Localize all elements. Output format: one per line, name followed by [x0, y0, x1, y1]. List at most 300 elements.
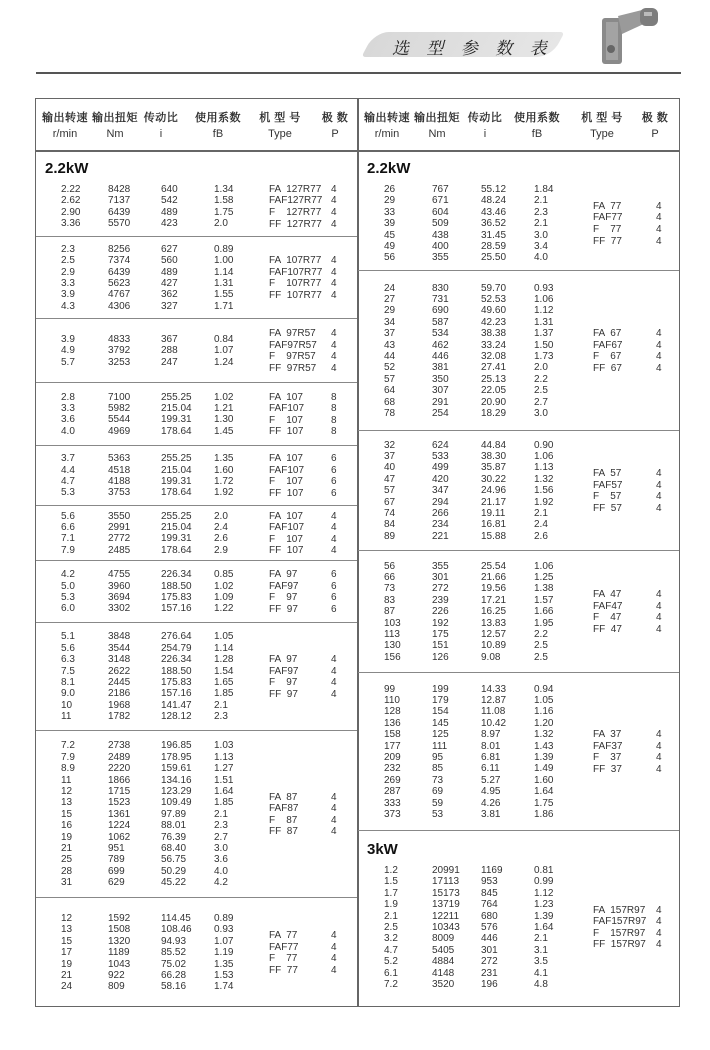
- torque-cell: 294: [432, 496, 449, 508]
- speed-cell: 68: [384, 396, 396, 408]
- ratio-cell: 38.30: [481, 451, 507, 463]
- type-row: [593, 503, 678, 515]
- table-row: [36, 913, 357, 924]
- ratio-cell: 32.08: [481, 350, 507, 362]
- speed-cell: 29: [384, 305, 396, 317]
- torque-cell: 2186: [108, 688, 131, 700]
- service-factor-cell: 1.92: [534, 496, 554, 508]
- type-row: [269, 815, 354, 827]
- type-list: [269, 511, 354, 557]
- speed-cell: 1.5: [384, 876, 398, 888]
- speed-cell: 45: [384, 229, 396, 241]
- type-list: [269, 569, 354, 615]
- table-row: [36, 854, 357, 865]
- type-row: [269, 604, 354, 616]
- speed-cell: 73: [384, 583, 396, 595]
- table-row: [358, 888, 679, 899]
- type-row: [269, 403, 354, 415]
- torque-cell: 234: [432, 519, 449, 531]
- column-header: [188, 110, 248, 142]
- torque-cell: 7100: [108, 391, 131, 403]
- torque-cell: 462: [432, 339, 449, 351]
- pole-count: 4: [331, 522, 337, 534]
- type-row: [269, 488, 354, 500]
- speed-cell: 287: [384, 786, 401, 798]
- pole-count: 6: [331, 603, 337, 615]
- model-type: FAF97R57: [269, 339, 317, 351]
- torque-cell: 20991: [432, 865, 460, 876]
- service-factor-cell: 2.1: [534, 933, 548, 945]
- ratio-cell: 13.83: [481, 617, 507, 629]
- type-row: [593, 491, 678, 503]
- model-type: F 107: [269, 533, 303, 545]
- service-factor-cell: 1.64: [534, 921, 554, 933]
- torque-cell: 1508: [108, 924, 131, 936]
- model-type: FAF97: [269, 580, 299, 592]
- type-row: [269, 569, 354, 581]
- ratio-cell: 14.33: [481, 683, 507, 695]
- ratio-cell: 15.88: [481, 530, 507, 542]
- type-row: [269, 195, 354, 207]
- service-factor-cell: 2.0: [214, 510, 228, 522]
- torque-cell: 499: [432, 462, 449, 474]
- ratio-cell: 226.34: [161, 654, 192, 666]
- torque-cell: 951: [108, 842, 125, 854]
- torque-cell: 126: [432, 651, 449, 663]
- ratio-cell: 215.04: [161, 403, 192, 415]
- service-factor-cell: 0.90: [534, 439, 554, 451]
- table-row: [358, 385, 679, 396]
- pole-count: 4: [656, 763, 662, 775]
- ratio-cell: 20.90: [481, 396, 507, 408]
- table-row: [358, 652, 679, 663]
- speed-cell: 4.7: [384, 944, 398, 956]
- service-factor-cell: 1.24: [214, 356, 234, 368]
- speed-cell: 7.9: [61, 544, 75, 556]
- type-row: [593, 480, 678, 492]
- speed-cell: 232: [384, 763, 401, 775]
- model-type: FA 157R97: [593, 904, 646, 916]
- model-type: FAF97: [269, 665, 299, 677]
- torque-cell: 2738: [108, 740, 131, 752]
- service-factor-cell: 0.89: [214, 913, 234, 925]
- model-type: F 97R57: [269, 351, 316, 363]
- service-factor-cell: 2.5: [534, 385, 548, 397]
- service-factor-cell: 2.7: [534, 396, 548, 408]
- speed-cell: 6.6: [61, 522, 75, 534]
- model-type: FA 77: [593, 200, 622, 212]
- service-factor-cell: 2.7: [214, 831, 228, 843]
- torque-cell: 254: [432, 407, 449, 419]
- model-type: FF 77: [269, 964, 298, 976]
- torque-cell: 192: [432, 617, 449, 629]
- torque-cell: 301: [432, 572, 449, 584]
- speed-cell: 269: [384, 774, 401, 786]
- model-type: F 107: [269, 414, 303, 426]
- service-factor-cell: 4.1: [534, 967, 548, 979]
- model-type: FF 97: [269, 603, 298, 615]
- type-row: [593, 363, 678, 375]
- model-type: FAF87: [269, 803, 299, 815]
- torque-cell: 3960: [108, 580, 131, 592]
- service-factor-cell: 4.2: [214, 877, 228, 889]
- pole-count: 4: [656, 491, 662, 503]
- torque-cell: 1189: [108, 947, 130, 959]
- ratio-cell: 4.95: [481, 786, 501, 798]
- torque-cell: 1968: [108, 699, 131, 711]
- service-factor-cell: 1.06: [534, 560, 554, 572]
- pole-count: 4: [656, 600, 662, 612]
- speed-cell: 44: [384, 350, 396, 362]
- table-row: [358, 572, 679, 583]
- ratio-cell: 27.41: [481, 362, 507, 374]
- type-row: [269, 534, 354, 546]
- service-factor-cell: 2.0: [534, 362, 548, 374]
- service-factor-cell: 2.5: [534, 651, 548, 663]
- type-row: [269, 207, 354, 219]
- ratio-cell: 1169: [481, 865, 503, 876]
- model-type: F 87: [269, 814, 298, 826]
- torque-cell: 767: [432, 184, 449, 195]
- model-group: [36, 505, 357, 560]
- speed-cell: 43: [384, 339, 396, 351]
- torque-cell: 3302: [108, 603, 131, 615]
- column-header: [131, 110, 191, 142]
- service-factor-cell: 1.55: [214, 289, 234, 301]
- speed-cell: 333: [384, 797, 401, 809]
- ratio-cell: 255.25: [161, 453, 192, 465]
- pole-count: 4: [656, 224, 662, 236]
- ratio-cell: 254.79: [161, 642, 192, 654]
- model-type: FAF67: [593, 339, 623, 351]
- type-row: [269, 465, 354, 477]
- ratio-cell: 97.89: [161, 808, 187, 820]
- torque-cell: 438: [432, 229, 449, 241]
- speed-cell: 17: [61, 947, 73, 959]
- ratio-cell: 31.45: [481, 229, 507, 241]
- service-factor-cell: 1.13: [214, 751, 234, 763]
- ratio-cell: 196.85: [161, 740, 192, 752]
- service-factor-cell: 1.74: [214, 981, 234, 993]
- torque-cell: 1320: [108, 935, 131, 947]
- model-group: [358, 430, 679, 550]
- table-row: [358, 531, 679, 542]
- torque-cell: 5405: [432, 944, 455, 956]
- type-list: [269, 453, 354, 499]
- column-header-unit: i: [159, 128, 163, 140]
- ratio-cell: 42.23: [481, 316, 507, 328]
- service-factor-cell: 1.05: [214, 631, 234, 643]
- power-section-title: 3kW: [367, 841, 398, 858]
- service-factor-cell: 1.60: [214, 464, 234, 476]
- torque-cell: 381: [432, 362, 449, 374]
- model-type: FA 107: [269, 391, 303, 403]
- torque-cell: 1361: [108, 808, 131, 820]
- torque-cell: 10343: [432, 921, 460, 933]
- service-factor-cell: 1.57: [534, 594, 554, 606]
- table-row: [358, 684, 679, 695]
- service-factor-cell: 2.4: [214, 522, 228, 534]
- speed-cell: 29: [384, 195, 396, 207]
- model-type: FF 107: [269, 545, 304, 557]
- model-group: [36, 730, 357, 897]
- table-row: [358, 968, 679, 979]
- table-row: [358, 283, 679, 294]
- speed-cell: 12: [61, 913, 73, 925]
- service-factor-cell: 1.73: [534, 350, 554, 362]
- torque-cell: 789: [108, 854, 125, 866]
- model-type: FF 77: [593, 235, 622, 247]
- speed-cell: 10: [61, 699, 73, 711]
- ratio-cell: 446: [481, 933, 498, 945]
- ratio-cell: 43.46: [481, 206, 507, 218]
- torque-cell: 1782: [108, 711, 131, 723]
- torque-cell: 7137: [108, 195, 131, 207]
- service-factor-cell: 1.54: [214, 665, 234, 677]
- service-factor-cell: 1.07: [214, 345, 234, 357]
- service-factor-cell: 1.39: [534, 751, 554, 763]
- column-header: [455, 110, 515, 142]
- speed-cell: 4.4: [61, 464, 75, 476]
- column-header-cn: 极 数: [321, 112, 349, 124]
- torque-cell: 3550: [108, 510, 131, 522]
- service-factor-cell: 1.39: [534, 910, 554, 922]
- torque-cell: 154: [432, 706, 449, 718]
- ratio-cell: 247: [161, 356, 178, 368]
- speed-cell: 5.1: [61, 631, 75, 643]
- model-group: [358, 150, 679, 270]
- speed-cell: 7.2: [61, 740, 75, 752]
- ratio-cell: 9.08: [481, 651, 501, 663]
- speed-cell: 4.2: [61, 569, 75, 581]
- ratio-cell: 196: [481, 978, 498, 990]
- service-factor-cell: 1.07: [214, 935, 234, 947]
- service-factor-cell: 1.12: [534, 305, 554, 317]
- ratio-cell: 22.05: [481, 385, 507, 397]
- table-row: [36, 877, 357, 888]
- type-row: [269, 792, 354, 804]
- type-row: [269, 803, 354, 815]
- table-row: [36, 752, 357, 763]
- type-row: [269, 581, 354, 593]
- torque-cell: 4755: [108, 569, 131, 581]
- type-row: [593, 612, 678, 624]
- torque-cell: 347: [432, 485, 449, 497]
- column-header-cn: 输出转速: [364, 112, 410, 124]
- torque-cell: 53: [432, 808, 444, 820]
- ratio-cell: 4.26: [481, 797, 501, 809]
- torque-cell: 125: [432, 729, 449, 741]
- type-list: [269, 930, 354, 976]
- speed-cell: 15: [61, 808, 73, 820]
- model-group: [36, 318, 357, 382]
- table-row: [358, 305, 679, 316]
- torque-cell: 4767: [108, 289, 131, 301]
- pole-count: 4: [331, 665, 337, 677]
- service-factor-cell: 1.09: [214, 591, 234, 603]
- service-factor-cell: 0.93: [214, 924, 234, 936]
- service-factor-cell: 2.6: [214, 533, 228, 545]
- ratio-cell: 175.83: [161, 676, 192, 688]
- speed-cell: 57: [384, 485, 396, 497]
- speed-cell: 7.5: [61, 665, 75, 677]
- ratio-cell: 21.17: [481, 496, 507, 508]
- ratio-cell: 30.22: [481, 473, 507, 485]
- speed-cell: 113: [384, 629, 400, 641]
- ratio-cell: 199.31: [161, 475, 192, 487]
- speed-cell: 52: [384, 362, 396, 374]
- ratio-cell: 255.25: [161, 391, 192, 403]
- model-type: FAF127R77: [269, 195, 323, 207]
- speed-cell: 2.5: [384, 921, 398, 933]
- ratio-cell: 845: [481, 887, 498, 899]
- service-factor-cell: 1.03: [214, 740, 234, 752]
- service-factor-cell: 2.0: [214, 218, 228, 230]
- speed-cell: 2.1: [384, 910, 398, 922]
- speed-cell: 84: [384, 519, 396, 531]
- speed-cell: 11: [61, 774, 72, 786]
- torque-cell: 3520: [432, 978, 455, 990]
- model-type: F 97: [269, 592, 298, 604]
- service-factor-cell: 1.13: [534, 462, 554, 474]
- speed-cell: 19: [61, 958, 73, 970]
- ratio-cell: 680: [481, 910, 498, 922]
- column-header-unit: r/min: [374, 128, 400, 140]
- speed-cell: 4.9: [61, 345, 75, 357]
- speed-cell: 4.7: [61, 475, 75, 487]
- service-factor-cell: 1.12: [534, 887, 554, 899]
- service-factor-cell: 1.20: [534, 717, 554, 729]
- type-row: [269, 522, 354, 534]
- model-type: FF 97R57: [269, 362, 317, 374]
- ratio-cell: 6.11: [481, 763, 500, 775]
- ratio-cell: 19.11: [481, 508, 506, 520]
- pole-count: 4: [656, 927, 662, 939]
- speed-cell: 8.1: [61, 676, 75, 688]
- torque-cell: 2220: [108, 763, 131, 775]
- torque-cell: 1224: [108, 820, 131, 832]
- pole-count: 4: [656, 916, 662, 928]
- service-factor-cell: 4.8: [534, 978, 548, 990]
- torque-cell: 272: [432, 583, 449, 595]
- type-list: [593, 905, 678, 951]
- ratio-cell: 66.28: [161, 970, 187, 982]
- column-header-unit: Nm: [428, 128, 446, 140]
- service-factor-cell: 3.0: [534, 229, 548, 241]
- speed-cell: 56: [384, 252, 396, 264]
- type-row: [269, 826, 354, 838]
- model-type: FF 107: [269, 426, 304, 438]
- torque-cell: 400: [432, 240, 449, 252]
- pole-count: 4: [331, 826, 337, 838]
- torque-cell: 69: [432, 786, 444, 798]
- type-row: [269, 942, 354, 954]
- service-factor-cell: 4.0: [214, 865, 228, 877]
- service-factor-cell: 0.94: [534, 683, 554, 695]
- model-type: F 107: [269, 476, 303, 488]
- service-factor-cell: 1.30: [214, 414, 234, 426]
- service-factor-cell: 2.2: [534, 373, 548, 385]
- model-type: F 157R97: [593, 927, 646, 939]
- speed-cell: 27: [384, 293, 396, 305]
- speed-cell: 25: [61, 854, 73, 866]
- table-row: [358, 718, 679, 729]
- pole-count: 4: [331, 183, 337, 195]
- model-type: FAF107: [269, 522, 305, 534]
- torque-cell: 5363: [108, 453, 131, 465]
- torque-cell: 2622: [108, 665, 131, 677]
- speed-cell: 57: [384, 373, 396, 385]
- service-factor-cell: 1.85: [214, 688, 234, 700]
- table-row: [358, 865, 679, 876]
- torque-cell: 350: [432, 373, 449, 385]
- type-row: [269, 930, 354, 942]
- type-list: [593, 589, 678, 635]
- torque-cell: 221: [432, 530, 449, 542]
- torque-cell: 8009: [432, 933, 455, 945]
- service-factor-cell: 2.1: [534, 508, 548, 520]
- type-row: [269, 363, 354, 375]
- table-row: [358, 252, 679, 263]
- speed-cell: 21: [61, 842, 73, 854]
- table-row: [358, 561, 679, 572]
- speed-cell: 1.7: [384, 887, 398, 899]
- speed-cell: 373: [384, 808, 401, 820]
- type-row: [269, 953, 354, 965]
- column-header-cn: 机 型 号: [259, 112, 301, 124]
- table-row: [358, 786, 679, 797]
- ratio-cell: 178.95: [161, 751, 192, 763]
- service-factor-cell: 2.1: [534, 218, 548, 230]
- ratio-cell: 6.81: [481, 751, 501, 763]
- ratio-cell: 59.70: [481, 282, 507, 294]
- ratio-cell: 175.83: [161, 591, 192, 603]
- torque-cell: 922: [108, 970, 125, 982]
- type-list: [269, 392, 354, 438]
- ratio-cell: 288: [161, 345, 178, 357]
- table-row: [358, 695, 679, 706]
- torque-cell: 3792: [108, 345, 131, 357]
- service-factor-cell: 1.92: [214, 487, 234, 499]
- model-type: F 127R77: [269, 206, 322, 218]
- model-type: FA 37: [593, 729, 622, 740]
- table-row: [358, 956, 679, 967]
- torque-cell: 420: [432, 473, 449, 485]
- speed-cell: 3.9: [61, 333, 75, 345]
- torque-cell: 15173: [432, 887, 460, 899]
- speed-cell: 5.3: [61, 591, 75, 603]
- ratio-cell: 33.24: [481, 339, 507, 351]
- speed-cell: 3.36: [61, 218, 81, 230]
- model-type: FA 57: [593, 468, 622, 479]
- speed-cell: 37: [384, 328, 396, 340]
- torque-cell: 291: [432, 396, 449, 408]
- column-header-unit: P: [651, 128, 659, 140]
- pole-count: 4: [331, 545, 337, 557]
- service-factor-cell: 1.53: [214, 970, 234, 982]
- ratio-cell: 953: [481, 876, 498, 888]
- service-factor-cell: 1.66: [534, 606, 554, 618]
- type-row: [593, 212, 678, 224]
- ratio-cell: 21.66: [481, 572, 507, 584]
- pole-count: 4: [331, 930, 337, 941]
- ratio-cell: 75.02: [161, 958, 187, 970]
- speed-cell: 28: [61, 865, 73, 877]
- type-row: [269, 453, 354, 465]
- ratio-cell: 45.22: [161, 877, 187, 889]
- type-row: [593, 328, 678, 340]
- gear-reducer-image: [598, 4, 662, 68]
